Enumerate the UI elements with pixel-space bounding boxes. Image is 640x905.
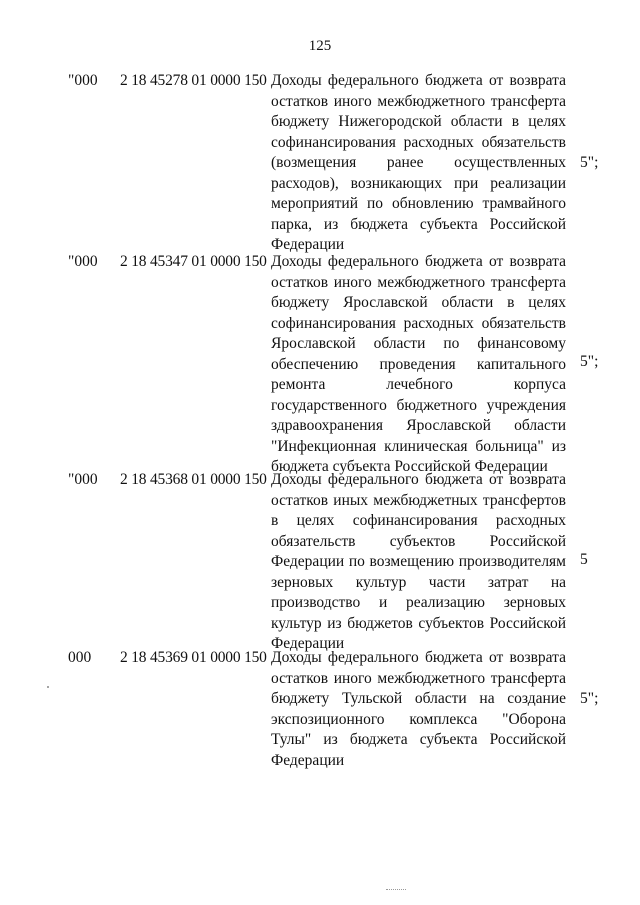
admin-code: "000: [68, 72, 98, 89]
budget-classification-code: 2 18 45369 01 0000 150: [120, 649, 267, 666]
admin-code: 000: [68, 649, 92, 666]
row-value: 5";: [580, 690, 599, 707]
page-number: 125: [308, 38, 332, 54]
admin-code: "000: [68, 471, 98, 488]
budget-classification-code: 2 18 45278 01 0000 150: [120, 72, 267, 89]
scan-mark: [386, 889, 406, 890]
row-value: 5";: [580, 154, 599, 171]
admin-code: "000: [68, 253, 98, 270]
scan-speck: [47, 686, 49, 688]
budget-classification-code: 2 18 45368 01 0000 150: [120, 471, 267, 488]
budget-classification-code: 2 18 45347 01 0000 150: [120, 253, 267, 270]
row-value: 5: [580, 551, 588, 568]
row-description: Доходы федерального бюджета от возврата остатков иного межбюджетного трансферта бюджету Ярославской области в целях софинансирования расходных обязательств Ярославской области по финансовому обеспечению проведения капитального ремонта лечебного корпуса государственного бюджетного учреждения здравоохранения Ярославской области "Инфекционная клиническая больница" из бюджета субъекта Российской Федерации: [271, 253, 566, 475]
row-description: Доходы федерального бюджета от возврата остатков иного межбюджетного трансферта бюджету Тульской области на создание экспозиционного комплекса "Оборона Тулы" из бюджета субъекта Российской Федерации: [271, 649, 566, 769]
row-value: 5";: [580, 353, 599, 370]
row-description: Доходы федерального бюджета от возврата остатков иного межбюджетного трансферта бюджету Нижегородской области в целях софинансирования расходных обязательств (возмещения ранее осуществленных расходов), возникающих при реализации мероприятий по обновлению трамвайного парка, из бюджета субъекта Российской Федерации: [271, 72, 566, 253]
row-description: Доходы федерального бюджета от возврата остатков иных межбюджетных трансфертов в целях софинансирования расходных обязательств субъектов Российской Федерации по возмещению производителям зерновых культур части затрат на производство и реализацию зерновых культур из бюджетов субъектов Российской Федерации: [271, 471, 566, 652]
